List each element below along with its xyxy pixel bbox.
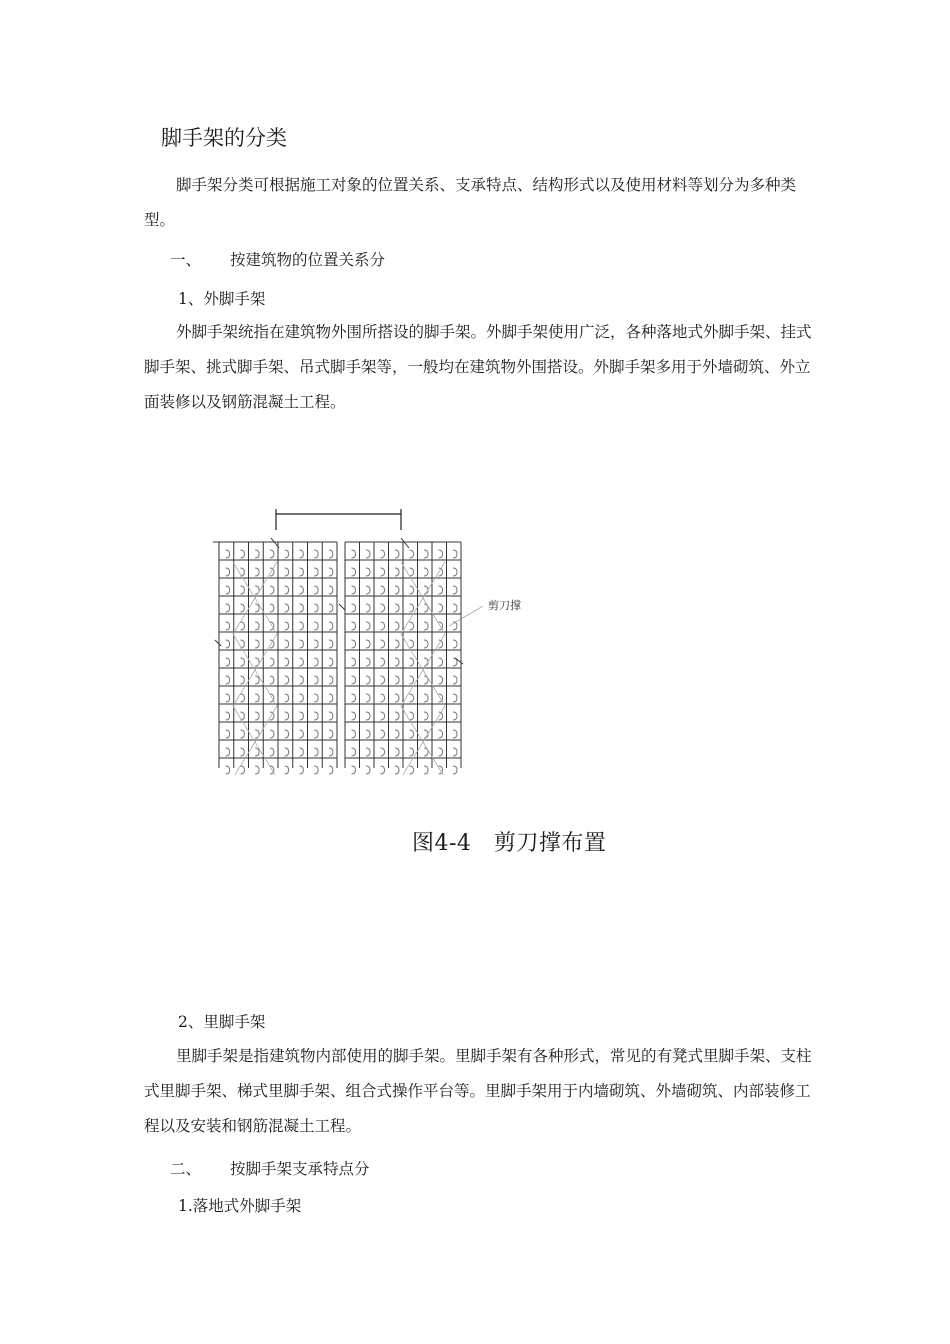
coupler [314, 658, 318, 666]
coupler [410, 640, 414, 648]
coupler [329, 730, 333, 738]
section-1-number: 一、 [170, 251, 202, 269]
coupler [226, 640, 230, 648]
coupler [299, 748, 303, 756]
coupler [352, 748, 356, 756]
coupler [285, 676, 289, 684]
coupler [270, 676, 274, 684]
coupler [453, 748, 457, 756]
coupler [352, 658, 356, 666]
section-2-title: 按脚手架支承特点分 [230, 1160, 370, 1178]
coupler [285, 766, 289, 774]
coupler [226, 586, 230, 594]
section-1-heading [170, 248, 385, 270]
coupler [410, 712, 414, 720]
coupler [329, 550, 333, 558]
coupler [226, 604, 230, 612]
subsection-1-1-heading: 1、外脚手架 [178, 290, 266, 308]
coupler [439, 730, 443, 738]
coupler [255, 622, 259, 630]
coupler [226, 550, 230, 558]
coupler [352, 676, 356, 684]
coupler [329, 658, 333, 666]
coupler [410, 658, 414, 666]
coupler [453, 568, 457, 576]
coupler [381, 550, 385, 558]
coupler [453, 676, 457, 684]
coupler [410, 676, 414, 684]
coupler [299, 694, 303, 702]
coupler [453, 766, 457, 774]
coupler [226, 766, 230, 774]
coupler [226, 676, 230, 684]
coupler [381, 622, 385, 630]
coupler [352, 730, 356, 738]
break-mark [455, 658, 463, 664]
coupler [226, 748, 230, 756]
intro-text: 脚手架分类可根据施工对象的位置关系、支承特点、结构形式以及使用材料等划分为多种类型。 [144, 176, 797, 229]
dimension-line [276, 509, 401, 530]
subsection-2-1-heading: 1.落地式外脚手架 [178, 1197, 302, 1215]
coupler [255, 766, 259, 774]
coupler [314, 622, 318, 630]
coupler [439, 748, 443, 756]
coupler [255, 568, 259, 576]
coupler [381, 712, 385, 720]
page-title: 脚手架的分类 [161, 126, 287, 150]
coupler [240, 766, 244, 774]
coupler [240, 676, 244, 684]
coupler [255, 640, 259, 648]
coupler [226, 658, 230, 666]
coupler [299, 586, 303, 594]
coupler [285, 550, 289, 558]
coupler [366, 550, 370, 558]
coupler [439, 658, 443, 666]
coupler [240, 604, 244, 612]
scissor-brace-label: 剪刀撑 [488, 599, 521, 612]
coupler [314, 550, 318, 558]
coupler [395, 676, 399, 684]
coupler [410, 604, 414, 612]
coupler [453, 550, 457, 558]
coupler [352, 640, 356, 648]
coupler [329, 712, 333, 720]
coupler [270, 658, 274, 666]
coupler [453, 730, 457, 738]
coupler [424, 766, 428, 774]
coupler [314, 586, 318, 594]
coupler [395, 766, 399, 774]
intro-paragraph [144, 168, 814, 238]
coupler [240, 748, 244, 756]
coupler [410, 748, 414, 756]
coupler [439, 676, 443, 684]
coupler [240, 730, 244, 738]
coupler [381, 568, 385, 576]
coupler [424, 568, 428, 576]
coupler [352, 568, 356, 576]
coupler [381, 676, 385, 684]
coupler [240, 658, 244, 666]
coupler [381, 766, 385, 774]
coupler [381, 640, 385, 648]
coupler [424, 694, 428, 702]
coupler [255, 604, 259, 612]
subsection-1-2-heading: 2、里脚手架 [178, 1013, 266, 1031]
figure-caption: 图4-4 剪刀撑布置 [412, 831, 607, 856]
coupler [329, 586, 333, 594]
coupler [439, 604, 443, 612]
subsection-1-1-paragraph [144, 315, 814, 420]
coupler [410, 586, 414, 594]
coupler [240, 586, 244, 594]
coupler [329, 748, 333, 756]
coupler [285, 586, 289, 594]
coupler [270, 604, 274, 612]
coupler [329, 604, 333, 612]
coupler [352, 550, 356, 558]
section-2-number: 二、 [170, 1160, 202, 1178]
coupler [424, 712, 428, 720]
coupler [395, 712, 399, 720]
coupler [270, 730, 274, 738]
coupler [314, 676, 318, 684]
coupler [410, 550, 414, 558]
coupler [270, 550, 274, 558]
coupler [453, 694, 457, 702]
coupler [395, 694, 399, 702]
coupler [299, 622, 303, 630]
coupler [329, 568, 333, 576]
coupler [240, 550, 244, 558]
coupler [381, 586, 385, 594]
coupler [395, 748, 399, 756]
coupler [299, 658, 303, 666]
coupler [299, 604, 303, 612]
coupler [395, 658, 399, 666]
coupler [285, 640, 289, 648]
coupler [285, 730, 289, 738]
scissor-brace-figure [205, 500, 545, 775]
coupler [285, 568, 289, 576]
section-2-heading [170, 1157, 370, 1179]
coupler [366, 604, 370, 612]
coupler [240, 622, 244, 630]
coupler [366, 658, 370, 666]
coupler [299, 676, 303, 684]
coupler [314, 712, 318, 720]
subsection-1-2-paragraph [144, 1039, 814, 1144]
coupler [395, 622, 399, 630]
coupler [366, 640, 370, 648]
coupler [424, 622, 428, 630]
coupler [453, 586, 457, 594]
coupler [395, 730, 399, 738]
coupler [410, 766, 414, 774]
coupler [285, 658, 289, 666]
coupler [439, 586, 443, 594]
coupler [381, 694, 385, 702]
subsection-1-1-text: 外脚手架统指在建筑物外围所搭设的脚手架。外脚手架使用广泛，各种落地式外脚手架、挂式脚手架、挑式脚手架、吊式脚手架等，一般均在建筑物外围搭设。外脚手架多用于外墙砌筑、外立面装修以及钢筋混凝土工程。 [144, 323, 812, 411]
coupler [314, 766, 318, 774]
coupler [395, 550, 399, 558]
break-mark [401, 538, 409, 548]
coupler [255, 676, 259, 684]
coupler [410, 622, 414, 630]
coupler [381, 658, 385, 666]
coupler [226, 568, 230, 576]
coupler [352, 604, 356, 612]
coupler [285, 622, 289, 630]
coupler [352, 766, 356, 774]
coupler [395, 604, 399, 612]
coupler [453, 640, 457, 648]
coupler [439, 550, 443, 558]
coupler [329, 676, 333, 684]
coupler [410, 730, 414, 738]
coupler [314, 694, 318, 702]
coupler [285, 604, 289, 612]
coupler [395, 568, 399, 576]
coupler [329, 622, 333, 630]
coupler [314, 748, 318, 756]
coupler [314, 730, 318, 738]
coupler [366, 748, 370, 756]
coupler [424, 640, 428, 648]
break-mark [339, 604, 345, 610]
coupler [453, 604, 457, 612]
coupler [395, 640, 399, 648]
coupler [299, 550, 303, 558]
coupler [314, 604, 318, 612]
coupler [381, 748, 385, 756]
coupler [366, 694, 370, 702]
coupler [352, 712, 356, 720]
coupler [395, 586, 399, 594]
coupler [226, 712, 230, 720]
coupler [424, 550, 428, 558]
coupler [314, 640, 318, 648]
coupler [255, 712, 259, 720]
section-1-title: 按建筑物的位置关系分 [230, 251, 386, 269]
coupler [270, 586, 274, 594]
coupler [329, 694, 333, 702]
coupler [381, 604, 385, 612]
coupler [352, 586, 356, 594]
coupler [285, 694, 289, 702]
coupler [226, 622, 230, 630]
coupler [410, 694, 414, 702]
coupler [352, 694, 356, 702]
coupler [381, 730, 385, 738]
coupler [314, 568, 318, 576]
coupler [352, 622, 356, 630]
coupler [285, 748, 289, 756]
coupler [226, 694, 230, 702]
subsection-1-2-text: 里脚手架是指建筑物内部使用的脚手架。里脚手架有各种形式，常见的有凳式里脚手架、支柱式里脚手架、梯式里脚手架、组合式操作平台等。里脚手架用于内墙砌筑、外墙砌筑、内部装修工程以及安装和钢筋混凝土工程。 [144, 1047, 812, 1135]
coupler [299, 568, 303, 576]
coupler [299, 712, 303, 720]
coupler [255, 694, 259, 702]
coupler [366, 676, 370, 684]
coupler [410, 568, 414, 576]
coupler [329, 766, 333, 774]
coupler [240, 694, 244, 702]
coupler [366, 766, 370, 774]
coupler [299, 730, 303, 738]
break-mark [215, 640, 221, 646]
coupler [299, 640, 303, 648]
coupler [299, 766, 303, 774]
coupler [366, 622, 370, 630]
label-leader-line [449, 606, 483, 626]
coupler [226, 730, 230, 738]
coupler [366, 568, 370, 576]
coupler [270, 748, 274, 756]
coupler [366, 586, 370, 594]
coupler [366, 730, 370, 738]
coupler [285, 712, 289, 720]
coupler [329, 640, 333, 648]
coupler [453, 712, 457, 720]
coupler [255, 748, 259, 756]
coupler [366, 712, 370, 720]
coupler [255, 550, 259, 558]
